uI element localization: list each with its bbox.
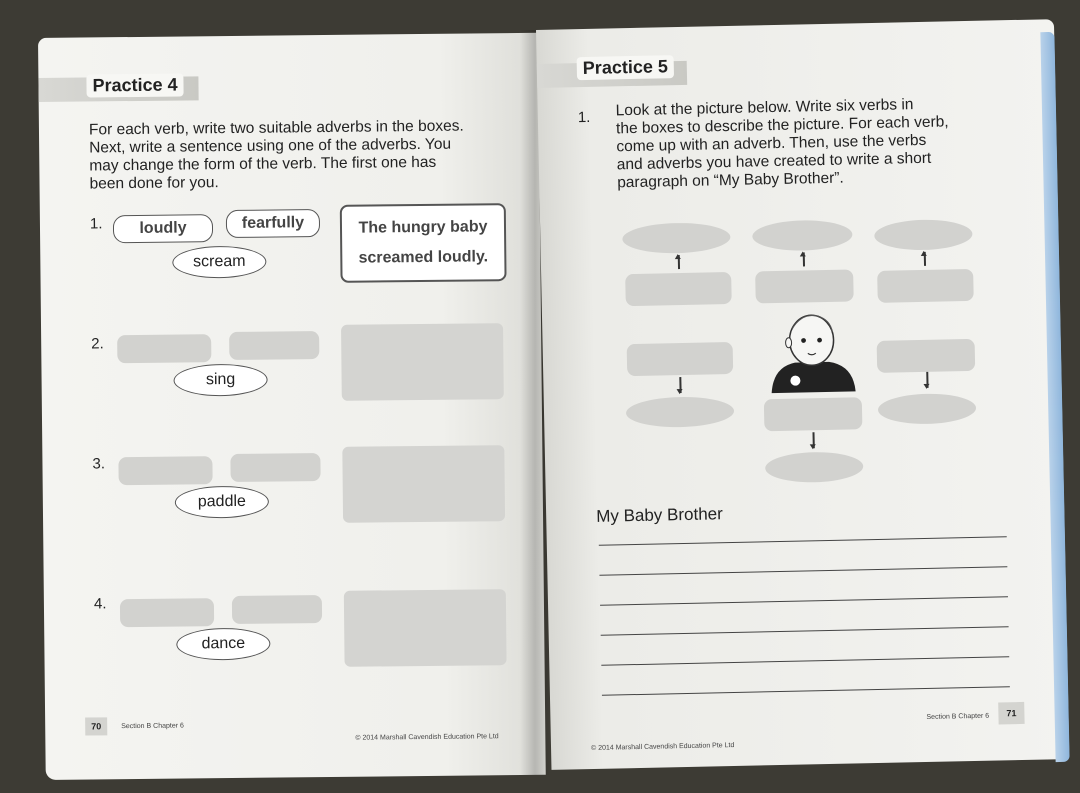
adverb-box[interactable] bbox=[230, 453, 320, 482]
sentence-line: screamed loudly. bbox=[358, 248, 489, 267]
adverb-ellipse[interactable] bbox=[765, 451, 864, 483]
verb-oval: paddle bbox=[175, 486, 269, 519]
verb-box[interactable] bbox=[627, 342, 734, 376]
section-label: Section B Chapter 6 bbox=[926, 712, 990, 721]
adverb-ellipse[interactable] bbox=[626, 396, 735, 428]
instructions: For each verb, write two suitable adverbs in the boxes. Next, write a sentence using one of the adverbs. You may change the form of the verb. The first one has been done for you. bbox=[88, 117, 464, 193]
question-number: 1. bbox=[577, 108, 591, 127]
adverb-box[interactable] bbox=[232, 595, 322, 624]
sentence-box[interactable] bbox=[344, 589, 507, 667]
writing-line[interactable] bbox=[599, 536, 1007, 546]
adverb-ellipse[interactable] bbox=[878, 393, 977, 425]
baby-illustration bbox=[764, 309, 860, 397]
verb-box[interactable] bbox=[625, 272, 732, 306]
arrow-up-icon bbox=[678, 255, 680, 269]
verb-oval: sing bbox=[173, 364, 267, 397]
verb-box[interactable] bbox=[877, 269, 974, 303]
page-number: 70 bbox=[85, 717, 107, 735]
section-label: Section B Chapter 6 bbox=[121, 722, 184, 731]
adverb-ellipse[interactable] bbox=[622, 222, 731, 254]
copyright: © 2014 Marshall Cavendish Education Pte Ltd bbox=[355, 733, 499, 742]
verb-box[interactable] bbox=[877, 339, 976, 373]
writing-line[interactable] bbox=[601, 656, 1009, 666]
instructions: Look at the picture below. Write six verbs in the boxes to describe the picture. For each verb, come up with an adverb. Then, use the verbs and adverbs you have created to write a short paragraph on “My Baby Brother”. bbox=[615, 96, 949, 192]
page-number: 71 bbox=[998, 702, 1024, 725]
sentence-box[interactable] bbox=[340, 203, 507, 283]
adverb-box[interactable] bbox=[120, 598, 214, 627]
left-page bbox=[38, 33, 546, 780]
arrow-up-icon bbox=[803, 252, 805, 266]
right-page bbox=[536, 19, 1069, 770]
writing-line[interactable] bbox=[602, 686, 1010, 696]
arrow-down-icon bbox=[926, 372, 928, 388]
adverb-box[interactable]: loudly bbox=[113, 214, 213, 243]
arrow-down-icon bbox=[679, 377, 681, 393]
writing-line[interactable] bbox=[599, 566, 1007, 576]
item-number: 2. bbox=[91, 335, 104, 353]
practice-title: Practice 5 bbox=[577, 55, 675, 80]
adverb-box[interactable] bbox=[118, 456, 212, 485]
adverb-box[interactable] bbox=[229, 331, 319, 360]
adverb-box[interactable] bbox=[117, 334, 211, 363]
adverb-ellipse[interactable] bbox=[874, 219, 973, 251]
sentence-line: The hungry baby bbox=[358, 218, 488, 237]
writing-line[interactable] bbox=[600, 596, 1008, 606]
arrow-down-icon bbox=[812, 432, 814, 448]
verb-oval: scream bbox=[172, 246, 266, 279]
item-number: 3. bbox=[92, 455, 106, 473]
sentence-box[interactable] bbox=[342, 445, 505, 523]
adverb-ellipse[interactable] bbox=[752, 219, 853, 251]
adverb-box[interactable]: fearfully bbox=[226, 209, 320, 238]
verb-box[interactable] bbox=[755, 269, 854, 303]
verb-box[interactable] bbox=[764, 397, 863, 431]
item-number: 4. bbox=[93, 595, 107, 613]
arrow-up-icon bbox=[924, 252, 926, 266]
paragraph-title: My Baby Brother bbox=[595, 504, 723, 526]
writing-line[interactable] bbox=[601, 626, 1009, 636]
practice-title: Practice 4 bbox=[86, 73, 183, 97]
sentence-box[interactable] bbox=[341, 323, 504, 401]
verb-oval: dance bbox=[176, 628, 270, 661]
copyright: © 2014 Marshall Cavendish Education Pte Ltd bbox=[590, 742, 735, 753]
item-number: 1. bbox=[89, 215, 103, 233]
